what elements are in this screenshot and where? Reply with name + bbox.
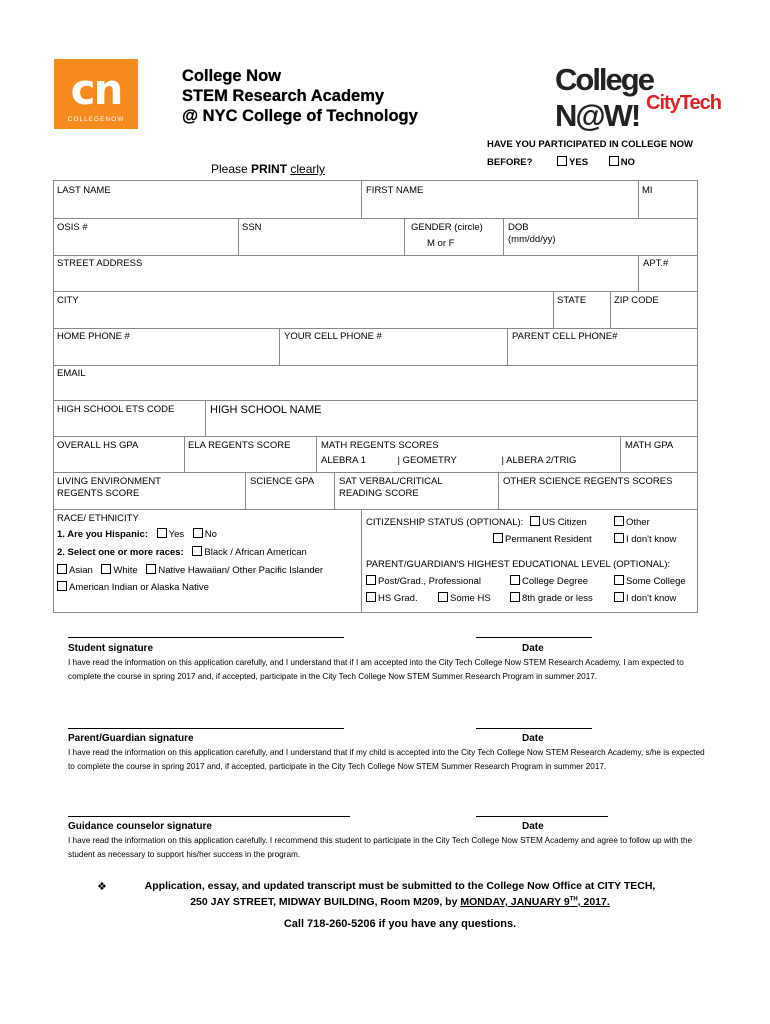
- counselor-date-label: Date: [522, 821, 544, 832]
- parent-ed-label: PARENT/GUARDIAN'S HIGHEST EDUCATIONAL LEVEL (OPTIONAL):: [366, 559, 671, 570]
- no-checkbox[interactable]: [609, 157, 635, 168]
- title-line-1: College Now: [182, 67, 282, 85]
- gender-options[interactable]: M or F: [427, 238, 455, 249]
- cit-perm-label: Permanent Resident: [505, 534, 592, 545]
- hs-name-field[interactable]: HIGH SCHOOL NAME: [210, 404, 322, 416]
- yes-label: YES: [569, 157, 589, 168]
- parent-statement: I have read the information on this application carefully, and I understand that if my child is accepted into the City Tech College Now STEM Research Academy, s/he is expected to complete the course in spring 2017 and, if accepted, participate in the City Tech College Now STEM Summer Research Program in summer 2017.: [68, 748, 705, 771]
- hispanic-yes-checkbox[interactable]: [157, 529, 185, 540]
- state-field[interactable]: STATE: [557, 295, 587, 306]
- osis-field[interactable]: OSIS #: [57, 222, 88, 233]
- cit-dk-label: I don't know: [626, 534, 677, 545]
- math-subjects: ALEBRA 1 | GEOMETRY | ALBERA 2/TRIG: [321, 455, 577, 466]
- participated-question: HAVE YOU PARTICIPATED IN COLLEGE NOW: [487, 139, 694, 150]
- footer-line-2: 250 JAY STREET, MIDWAY BUILDING, Room M209, by MONDAY, JANUARY 9TH, 2017.: [190, 896, 610, 908]
- footer-line-1: Application, essay, and updated transcript must be submitted to the College Now Office at CITY TECH,: [144, 880, 656, 892]
- document-title: [182, 66, 418, 126]
- race-amind-label: American Indian or Alaska Native: [69, 582, 209, 593]
- logo-subtext: COLLEGENOW: [67, 116, 125, 123]
- logo2-main: College N@W!: [555, 62, 653, 133]
- ed-8th-checkbox[interactable]: [510, 592, 593, 604]
- hispanic-yes-label: Yes: [168, 529, 185, 540]
- dob-field[interactable]: DOB: [508, 222, 529, 233]
- student-date-label: Date: [522, 643, 544, 654]
- student-statement: I have read the information on this application carefully, and I understand that if I am accepted into the City Tech College Now STEM Research Academy, I am expected to complete the course in spring 2017 and, if accepted, participate in the City Tech College Now STEM Summer Research Program in summer 2017.: [68, 658, 684, 681]
- footer-line-3: Call 718-260-5206 if you have any questions.: [283, 918, 517, 930]
- hispanic-no-label: No: [204, 529, 217, 540]
- race-native-checkbox[interactable]: [146, 565, 323, 576]
- parent-date-label: Date: [522, 733, 544, 744]
- cit-other-label: Other: [626, 517, 650, 528]
- ela-field[interactable]: ELA REGENTS SCORE: [188, 440, 291, 451]
- race-label: RACE/ ETHNICITY: [57, 513, 139, 524]
- gpa-field[interactable]: OVERALL HS GPA: [57, 440, 139, 451]
- cit-dk-checkbox[interactable]: [614, 533, 676, 545]
- last-name-field[interactable]: LAST NAME: [57, 185, 111, 196]
- city-field[interactable]: CITY: [57, 295, 79, 306]
- student-signature-label: Student signature: [68, 643, 154, 654]
- science-gpa-field[interactable]: SCIENCE GPA: [250, 476, 315, 487]
- ed-hs-checkbox[interactable]: [366, 592, 418, 604]
- hispanic-q-text: 1. Are you Hispanic:: [57, 529, 148, 540]
- parent-signature-label: Parent/Guardian signature: [68, 733, 194, 744]
- race-native-label: Native Hawaiian/ Other Pacific Islander: [158, 565, 324, 576]
- logo-text: cn: [70, 65, 122, 114]
- street-address-field[interactable]: STREET ADDRESS: [57, 258, 143, 269]
- ed-some-hs-checkbox[interactable]: [438, 592, 491, 604]
- mi-field[interactable]: MI: [642, 185, 653, 196]
- math-gpa-field[interactable]: MATH GPA: [625, 440, 674, 451]
- first-name-field[interactable]: FIRST NAME: [366, 185, 424, 196]
- race-black-label: Black / African American: [204, 547, 307, 558]
- sat-field-2: READING SCORE: [339, 488, 419, 499]
- before-label: BEFORE?: [487, 157, 533, 168]
- ed-dk-label: I don't know: [626, 593, 677, 604]
- diamond-bullet-icon: ❖: [97, 881, 107, 893]
- logo2-sub: CityTech: [646, 92, 721, 114]
- other-science-field[interactable]: OTHER SCIENCE REGENTS SCORES: [503, 476, 673, 487]
- apt-field[interactable]: APT.#: [643, 258, 669, 269]
- student-date-line[interactable]: [476, 637, 592, 638]
- parent-date-line[interactable]: [476, 728, 592, 729]
- races-q-text: 2. Select one or more races:: [57, 547, 184, 558]
- living-env-field-2: REGENTS SCORE: [57, 488, 140, 499]
- ed-8th-label: 8th grade or less: [522, 593, 593, 604]
- ed-dk-checkbox[interactable]: [614, 592, 676, 604]
- ed-some-hs-label: Some HS: [450, 593, 491, 604]
- participated-question-2: [487, 156, 635, 168]
- college-now-logo: [54, 59, 138, 129]
- race-asian-label: Asian: [69, 565, 93, 576]
- zip-field[interactable]: ZIP CODE: [614, 295, 659, 306]
- hispanic-no-checkbox[interactable]: [193, 529, 217, 540]
- ssn-field[interactable]: SSN: [242, 222, 262, 233]
- race-white-label: White: [113, 565, 138, 576]
- print-instruction: Please PRINT clearly: [211, 162, 326, 176]
- citizenship-label: CITIZENSHIP STATUS (OPTIONAL):: [366, 517, 524, 528]
- hispanic-question: [57, 528, 217, 540]
- cell-phone-field[interactable]: YOUR CELL PHONE #: [284, 331, 382, 342]
- ed-hs-label: HS Grad.: [378, 593, 418, 604]
- cit-other-checkbox[interactable]: [614, 516, 650, 528]
- ed-post-checkbox[interactable]: [366, 575, 481, 587]
- student-signature-line[interactable]: [68, 637, 344, 638]
- cit-perm-checkbox[interactable]: [493, 533, 592, 545]
- title-line-2: STEM Research Academy: [182, 87, 385, 105]
- counselor-signature-line[interactable]: [68, 816, 350, 817]
- parent-phone-field[interactable]: PARENT CELL PHONE#: [512, 331, 618, 342]
- ed-college-label: College Degree: [522, 576, 589, 587]
- counselor-signature-label: Guidance counselor signature: [68, 821, 212, 832]
- ed-some-college-label: Some College: [626, 576, 686, 587]
- dob-format: (mm/dd/yy): [508, 234, 556, 245]
- title-line-3: @ NYC College of Technology: [182, 107, 418, 125]
- email-field[interactable]: EMAIL: [57, 368, 86, 379]
- parent-signature-line[interactable]: [68, 728, 344, 729]
- living-env-field[interactable]: LIVING ENVIRONMENT: [57, 476, 161, 487]
- math-regents-field[interactable]: MATH REGENTS SCORES: [321, 440, 439, 451]
- race-amind-checkbox[interactable]: [57, 581, 209, 593]
- cit-us-checkbox[interactable]: [530, 517, 587, 528]
- ed-college-checkbox[interactable]: [510, 575, 588, 587]
- gender-field[interactable]: GENDER (circle): [411, 222, 483, 233]
- cit-us-label: US Citizen: [541, 517, 587, 528]
- ed-post-label: Post/Grad., Professional: [378, 576, 481, 587]
- hs-code-field[interactable]: HIGH SCHOOL ETS CODE: [57, 404, 175, 415]
- home-phone-field[interactable]: HOME PHONE #: [57, 331, 130, 342]
- races-question: [57, 546, 307, 558]
- race-black-checkbox[interactable]: [192, 547, 306, 558]
- counselor-statement: I have read the information on this application carefully. I recommend this student to participate in the City Tech College Now STEM Academy and agree to follow up with the student as necessary to support his/her success in the program.: [68, 836, 693, 859]
- no-label: NO: [620, 157, 635, 168]
- race-white-checkbox[interactable]: [101, 565, 137, 576]
- counselor-date-line[interactable]: [476, 816, 608, 817]
- yes-checkbox[interactable]: [557, 157, 588, 168]
- citizenship-row: [366, 516, 587, 528]
- citytech-logo: [555, 62, 725, 133]
- sat-field[interactable]: SAT VERBAL/CRITICAL: [339, 476, 443, 487]
- ed-some-college-checkbox[interactable]: [614, 575, 686, 587]
- race-asian-checkbox[interactable]: [57, 565, 93, 576]
- races-row-2: [57, 564, 323, 576]
